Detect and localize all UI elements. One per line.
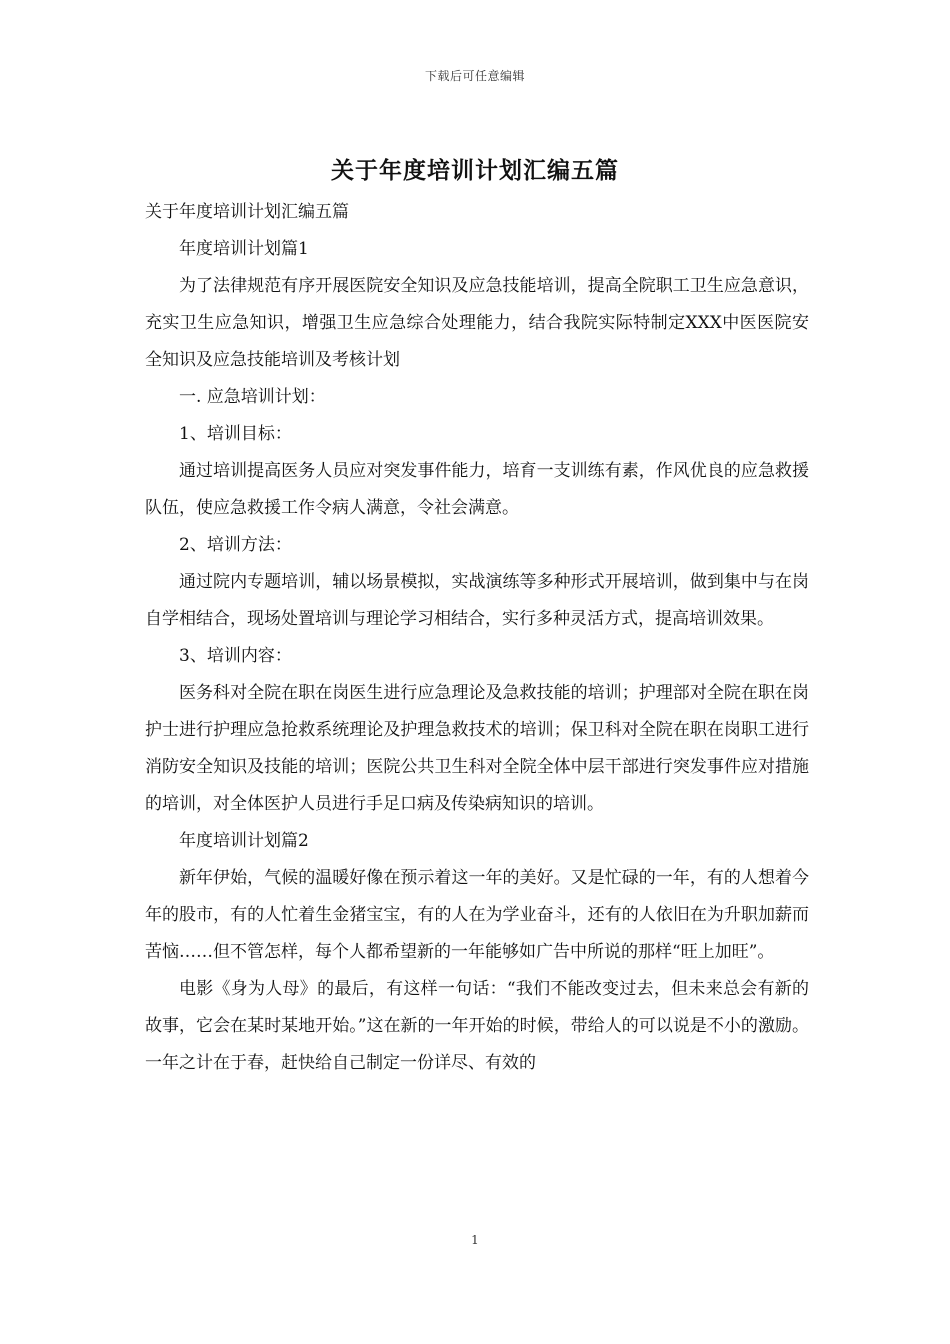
header-note: 下载后可任意编辑 [424,69,525,83]
paragraph: 通过院内专题培训，辅以场景模拟，实战演练等多种形式开展培训，做到集中与在岗自学相结合，现场处置培训与理论学习相结合，实行多种灵活方式，提高培训效果。 [145,572,809,629]
document-body [145,194,809,1082]
paragraph: 通过培训提高医务人员应对突发事件能力，培育一支训练有素，作风优良的应急救援队伍，使应急救援工作令病人满意，令社会满意。 [145,461,809,518]
page-number: 1 [471,1233,479,1247]
document-title: 关于年度培训计划汇编五篇 [331,157,619,184]
subsection-heading: 1、培训目标： [179,424,292,444]
paragraph: 医务科对全院在职在岗医生进行应急理论及急救技能的培训；护理部对全院在职在岗护士进行护理应急抢救系统理论及护理急救技术的培训；保卫科对全院在职在岗职工进行消防安全知识及技能的培训；医院公共卫生科对全院全体中层干部进行突发事件应对措施的培训，对全体医护人员进行手足口病及传染病知识的培训。 [145,683,809,814]
paragraph-subtitle: 关于年度培训计划汇编五篇 [145,202,349,222]
subsection-heading: 2、培训方法： [179,535,292,555]
subsection-heading: 3、培训内容： [179,646,292,666]
section-heading: 年度培训计划篇2 [179,831,309,851]
paragraph: 为了法律规范有序开展医院安全知识及应急技能培训，提高全院职工卫生应急意识，充实卫生应急知识，增强卫生应急综合处理能力，结合我院实际特制定XXX中医医院安全知识及应急技能培训及考核计划 [145,276,809,370]
paragraph: 新年伊始，气候的温暖好像在预示着这一年的美好。又是忙碌的一年，有的人想着今年的股市，有的人忙着生金猪宝宝，有的人在为学业奋斗，还有的人依旧在为升职加薪而苦恼……但不管怎样，每个人都希望新的一年能够如广告中所说的那样“旺上加旺”。 [145,868,809,962]
section-heading: 年度培训计划篇1 [179,239,309,259]
paragraph: 电影《身为人母》的最后，有这样一句话：“我们不能改变过去，但未来总会有新的故事，它会在某时某地开始。”这在新的一年开始的时候，带给人的可以说是不小的激励。一年之计在于春，赶快给自己制定一份详尽、有效的 [145,979,809,1073]
section-heading: 一. 应急培训计划： [179,387,326,407]
